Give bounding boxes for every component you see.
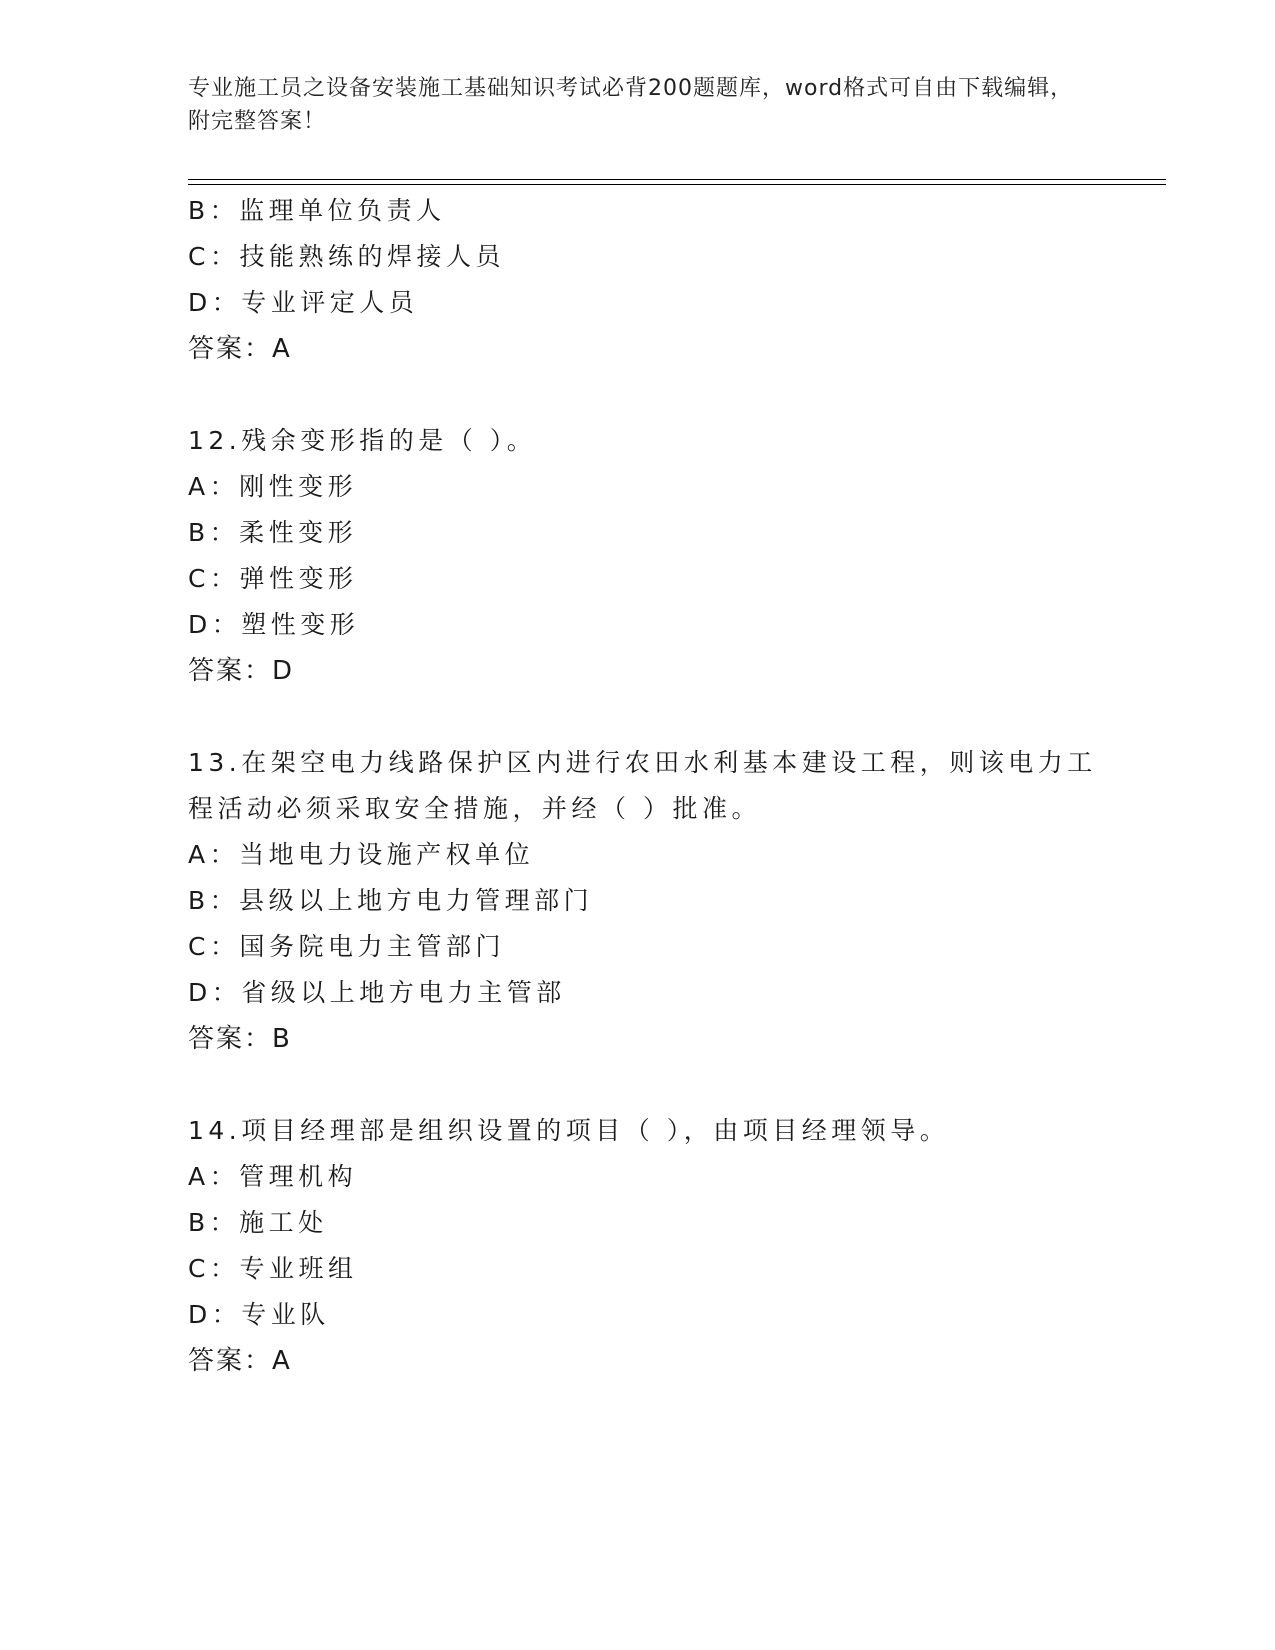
option-d: D：省级以上地方电力主管部 [188,978,566,1007]
option-a: A：刚性变形 [188,472,358,501]
option-a: A：当地电力设施产权单位 [188,840,535,869]
question-title: 14.项目经理部是组织设置的项目（ ），由项目经理领导。 [188,1116,950,1145]
option-d: D：专业队 [188,1300,330,1329]
spacer [188,372,1108,418]
option-c: C：专业班组 [188,1254,358,1283]
question-block-14 [188,1108,1108,1384]
question-block-11-tail [188,188,1108,372]
answer-line: 答案：A [188,1346,292,1376]
option-a: A：管理机构 [188,1162,358,1191]
spacer [188,694,1108,740]
option-b: B：县级以上地方电力管理部门 [188,886,594,915]
document-body [188,188,1108,1384]
question-block-13 [188,740,1108,1062]
question-title: 12.残余变形指的是（ ）。 [188,426,537,455]
option-d: D：塑性变形 [188,610,360,639]
option-b: B：柔性变形 [188,518,358,547]
option-c: C：弹性变形 [188,564,358,593]
question-block-12 [188,418,1108,694]
answer-line: 答案：D [188,656,295,686]
option-d: D：专业评定人员 [188,288,419,317]
option-c: C：技能熟练的焊接人员 [188,242,505,271]
option-c: C：国务院电力主管部门 [188,932,505,961]
answer-line: 答案：B [188,1024,292,1054]
question-title: 13.在架空电力线路保护区内进行农田水利基本建设工程，则该电力工程活动必须采取安全措施，并经（ ）批准。 [188,748,1097,823]
option-b: B：施工处 [188,1208,328,1237]
spacer [188,1062,1108,1108]
header-divider-bottom [188,184,1166,185]
header-divider-top [188,179,1166,180]
answer-line: 答案：A [188,334,292,364]
document-header: 专业施工员之设备安装施工基础知识考试必背200题题库，word格式可自由下载编辑，附完整答案！ [188,76,1074,134]
option-b: B：监理单位负责人 [188,196,446,225]
